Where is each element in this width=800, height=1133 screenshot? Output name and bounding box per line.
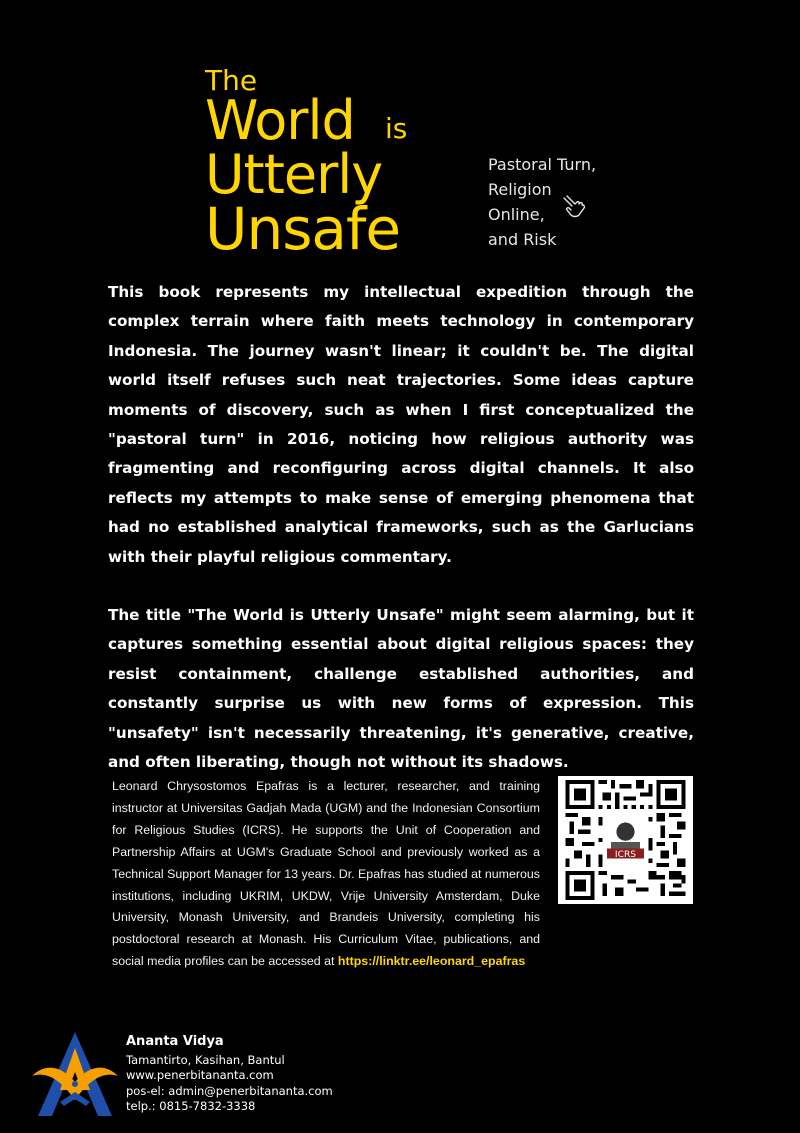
publisher-info bbox=[126, 1034, 333, 1115]
qr-code-graphic bbox=[564, 780, 687, 900]
book-subtitle bbox=[488, 152, 628, 252]
subtitle-line: Online, bbox=[488, 205, 545, 224]
subtitle-line: and Risk bbox=[488, 230, 557, 249]
title-world: World bbox=[205, 89, 355, 152]
qr-badge: ICRS bbox=[614, 849, 637, 860]
subtitle-line: Pastoral Turn, bbox=[488, 155, 597, 174]
publisher-website[interactable]: www.penerbitananta.com bbox=[126, 1068, 274, 1082]
title-utterly: Utterly bbox=[205, 143, 383, 206]
book-title bbox=[205, 64, 475, 263]
title-is: is bbox=[385, 112, 408, 145]
publisher-phone: telp.: 0815-7832-3338 bbox=[126, 1099, 256, 1113]
subtitle-line: Religion bbox=[488, 180, 552, 199]
pointing-hand-icon bbox=[561, 194, 587, 220]
bio-text: Leonard Chrysostomos Epafras is a lecturer, researcher, and training instructor at Universitas Gadjah Mada (UGM) and the Indonesian Consortium for Religious Studies (ICRS). He supports the Unit of Cooperation and Partnership Affairs at UGM's Graduate School and previously worked as a Technical Support Manager for 13 years. Dr. Epafras has studied at numerous institutions, including UKRIM, UKDW, Vrije University Amsterdam, Duke University, Monash University, and Brandeis University, completing his postdoctoral research at Monash. His Curriculum Vitae, publications, and social media profiles can be accessed at bbox=[112, 779, 540, 969]
title-the: The bbox=[205, 64, 258, 97]
description-paragraph-1: This book represents my intellectual expedition through the complex terrain where faith meets technology in contemporary Indonesia. The journey wasn't linear; it couldn't be. The digital world itself refuses such neat trajectories. Some ideas capture moments of discovery, such as when I first conceptualized the "pastoral turn" in 2016, noticing how religious authority was fragmenting and reconfiguring across digital channels. It also reflects my attempts to make sense of emerging phenomena that had no established analytical frameworks, such as the Garlucians with their playful religious commentary. bbox=[108, 283, 694, 566]
linktree-link[interactable]: https://linktr.ee/leonard_epafras bbox=[337, 954, 526, 969]
publisher-email[interactable]: pos-el: admin@penerbitananta.com bbox=[126, 1083, 333, 1098]
ananta-vidya-logo-icon bbox=[30, 1030, 120, 1122]
title-unsafe: Unsafe bbox=[205, 195, 401, 263]
qr-code[interactable] bbox=[558, 776, 693, 904]
description bbox=[108, 278, 694, 778]
author-bio bbox=[112, 776, 540, 973]
publisher-address: Tamantirto, Kasihan, Bantul bbox=[126, 1052, 285, 1067]
description-paragraph-2: The title "The World is Utterly Unsafe" might seem alarming, but it captures something essential about digital religious spaces: they resist containment, challenge established authorities, and constantly surprise us with new forms of expression. This "unsafety" isn't necessarily threatening, it's generative, creative, and often liberating, though not without its shadows. bbox=[108, 606, 694, 772]
publisher-name: Ananta Vidya bbox=[126, 1034, 224, 1049]
